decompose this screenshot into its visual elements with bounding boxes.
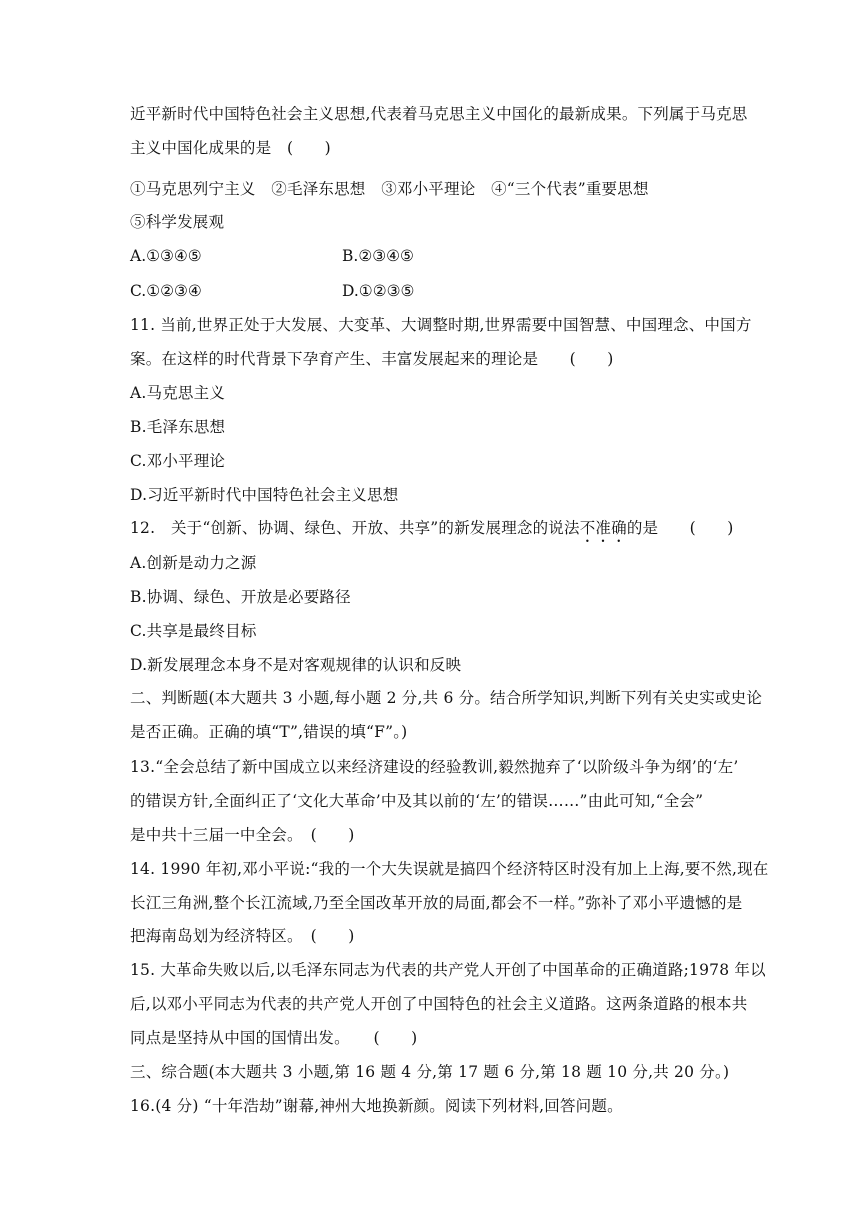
q12-stem-emphasis: 不准确 — [579, 519, 627, 537]
q11-option-b: B.毛泽东思想 — [130, 418, 226, 436]
q15-line-1: 15. 大革命失败以后,以毛泽东同志为代表的共产党人开创了中国革命的正确道路;1978 年以 — [130, 961, 766, 979]
q10-stem-line-1: 近平新时代中国特色社会主义思想,代表着马克思主义中国化的最新成果。下列属于马克思 — [130, 105, 748, 123]
q14-line-1: 14. 1990 年初,邓小平说:“我的一个大失误就是搞四个经济特区时没有加上上海,要不然,现在 — [130, 860, 769, 878]
q11-option-a: A.马克思主义 — [130, 384, 226, 402]
q15-line-3: 同点是坚持从中国的国情出发。 ( ) — [130, 1029, 418, 1047]
q10-option-c: C.①②③④ — [130, 282, 202, 300]
q10-option-a: A.①③④⑤ — [130, 247, 202, 265]
q14-line-3: 把海南岛划为经济特区。 ( ) — [130, 927, 355, 945]
q11-stem-line-1: 11. 当前,世界正处于大发展、大变革、大调整时期,世界需要中国智慧、中国理念、中国方 — [130, 316, 752, 334]
q13-line-1: 13.“全会总结了新中国成立以来经济建设的经验教训,毅然抛弃了‘以阶级斗争为纲’的‘左’ — [130, 758, 739, 776]
q12-stem-pre: 12. 关于“创新、协调、绿色、开放、共享”的新发展理念的说法 — [130, 519, 580, 537]
q12-option-d: D.新发展理念本身不是对客观规律的认识和反映 — [130, 656, 462, 674]
q13-line-3: 是中共十三届一中全会。 ( ) — [130, 826, 355, 844]
q12-option-c: C.共享是最终目标 — [130, 622, 257, 640]
q12-stem — [130, 518, 734, 546]
q12-option-b: B.协调、绿色、开放是必要路径 — [130, 588, 351, 606]
section2-heading-line-2: 是否正确。正确的填“T”,错误的填“F”。) — [130, 723, 408, 741]
q16-stem: 16.(4 分) “十年浩劫”谢幕,神州大地换新颜。阅读下列材料,回答问题。 — [130, 1097, 623, 1115]
q10-items-line-2: ⑤科学发展观 — [130, 213, 225, 231]
q10-stem-line-2: 主义中国化成果的是 ( ) — [130, 139, 331, 157]
q10-items-line-1: ①马克思列宁主义 ②毛泽东思想 ③邓小平理论 ④“三个代表”重要思想 — [130, 180, 649, 198]
q11-option-c: C.邓小平理论 — [130, 452, 226, 470]
section3-heading: 三、综合题(本大题共 3 小题,第 16 题 4 分,第 17 题 6 分,第 18 题 10 分,共 20 分。) — [130, 1063, 730, 1081]
q14-line-2: 长江三角洲,整个长江流域,乃至全国改革开放的局面,都会不一样。”弥补了邓小平遗憾的是 — [130, 894, 743, 912]
section2-heading-line-1: 二、判断题(本大题共 3 小题,每小题 2 分,共 6 分。结合所学知识,判断下列有关史实或史论 — [130, 689, 763, 707]
q12-option-a: A.创新是动力之源 — [130, 554, 257, 572]
q11-stem-line-2: 案。在这样的时代背景下孕育产生、丰富发展起来的理论是 ( ) — [130, 350, 614, 368]
q11-option-d: D.习近平新时代中国特色社会主义思想 — [130, 486, 399, 504]
q15-line-2: 后,以邓小平同志为代表的共产党人开创了中国特色的社会主义道路。这两条道路的根本共 — [130, 995, 748, 1013]
q12-stem-post: 的是 ( ) — [626, 519, 734, 537]
q13-line-2: 的错误方针,全面纠正了‘文化大革命’中及其以前的‘左’的错误……”由此可知,“全会” — [130, 792, 704, 810]
q10-option-b: B.②③④⑤ — [342, 247, 414, 265]
q10-option-d: D.①②③⑤ — [342, 282, 415, 300]
